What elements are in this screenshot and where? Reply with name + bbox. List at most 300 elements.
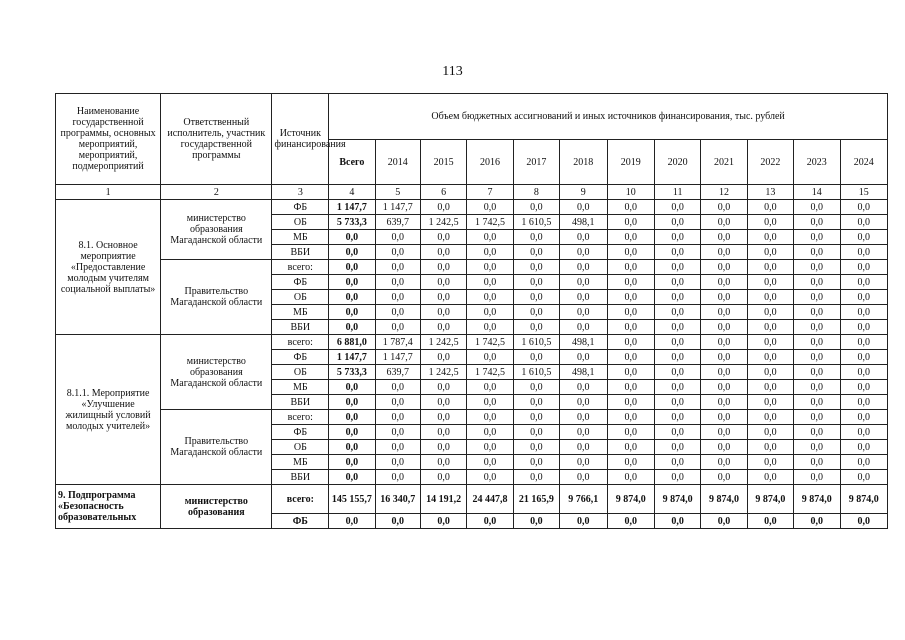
table-row — [56, 260, 888, 275]
value-cell: 0,0 — [560, 455, 607, 470]
value-cell: 0,0 — [420, 440, 466, 455]
value-cell: 0,0 — [420, 230, 466, 245]
value-cell: 0,0 — [747, 455, 793, 470]
value-cell: 0,0 — [747, 230, 793, 245]
column-number: 15 — [840, 185, 888, 200]
header-year: 2021 — [701, 140, 747, 185]
value-cell: 9 874,0 — [794, 485, 840, 514]
value-cell: 0,0 — [794, 215, 840, 230]
header-name: Наименование государственной программы, основных мероприятий, мероприятий, подмероприятий — [56, 94, 161, 185]
column-number: 6 — [420, 185, 466, 200]
value-cell: 0,0 — [420, 395, 466, 410]
value-cell: 1 742,5 — [467, 215, 513, 230]
value-cell: 1 610,5 — [513, 365, 559, 380]
value-cell: 0,0 — [654, 395, 700, 410]
source-cell: ФБ — [272, 275, 329, 290]
header-year: 2017 — [513, 140, 559, 185]
value-cell: 0,0 — [513, 455, 559, 470]
value-cell: 0,0 — [467, 305, 513, 320]
value-cell: 1 610,5 — [513, 335, 559, 350]
value-cell: 0,0 — [607, 425, 654, 440]
value-cell: 0,0 — [560, 320, 607, 335]
total-cell: 6 881,0 — [329, 335, 375, 350]
value-cell: 0,0 — [654, 440, 700, 455]
header-year: 2014 — [375, 140, 420, 185]
total-cell: 5 733,3 — [329, 365, 375, 380]
value-cell: 0,0 — [840, 425, 888, 440]
total-cell: 0,0 — [329, 410, 375, 425]
value-cell: 0,0 — [560, 425, 607, 440]
value-cell: 498,1 — [560, 335, 607, 350]
value-cell: 0,0 — [607, 215, 654, 230]
value-cell: 0,0 — [513, 275, 559, 290]
value-cell: 0,0 — [513, 514, 559, 529]
value-cell: 0,0 — [513, 260, 559, 275]
value-cell: 0,0 — [560, 350, 607, 365]
value-cell: 0,0 — [840, 215, 888, 230]
value-cell: 0,0 — [794, 350, 840, 365]
value-cell: 9 874,0 — [701, 485, 747, 514]
value-cell: 0,0 — [747, 290, 793, 305]
executor-name: Правительство Магаданской области — [161, 260, 272, 335]
value-cell: 0,0 — [607, 440, 654, 455]
value-cell: 0,0 — [560, 395, 607, 410]
value-cell: 0,0 — [607, 305, 654, 320]
value-cell: 639,7 — [375, 215, 420, 230]
value-cell: 0,0 — [607, 455, 654, 470]
value-cell: 0,0 — [560, 290, 607, 305]
value-cell: 0,0 — [607, 290, 654, 305]
value-cell: 0,0 — [747, 215, 793, 230]
section-name: 9. Подпрограмма «Безопасность образовательных — [56, 485, 161, 529]
value-cell: 0,0 — [747, 305, 793, 320]
value-cell: 498,1 — [560, 365, 607, 380]
total-cell: 0,0 — [329, 395, 375, 410]
value-cell: 14 191,2 — [420, 485, 466, 514]
value-cell: 0,0 — [375, 230, 420, 245]
value-cell: 0,0 — [840, 245, 888, 260]
value-cell: 0,0 — [513, 440, 559, 455]
value-cell: 0,0 — [607, 200, 654, 215]
source-cell: МБ — [272, 380, 329, 395]
value-cell: 0,0 — [794, 275, 840, 290]
value-cell: 0,0 — [654, 275, 700, 290]
value-cell: 0,0 — [560, 380, 607, 395]
source-cell: МБ — [272, 455, 329, 470]
value-cell: 0,0 — [794, 440, 840, 455]
value-cell: 0,0 — [701, 320, 747, 335]
value-cell: 0,0 — [794, 200, 840, 215]
total-cell: 0,0 — [329, 425, 375, 440]
column-number: 7 — [467, 185, 513, 200]
column-number: 10 — [607, 185, 654, 200]
total-cell: 1 147,7 — [329, 200, 375, 215]
value-cell: 0,0 — [794, 290, 840, 305]
value-cell: 0,0 — [654, 305, 700, 320]
source-cell: МБ — [272, 230, 329, 245]
value-cell: 0,0 — [375, 380, 420, 395]
value-cell: 0,0 — [794, 305, 840, 320]
value-cell: 0,0 — [747, 440, 793, 455]
value-cell: 0,0 — [794, 335, 840, 350]
value-cell: 0,0 — [560, 470, 607, 485]
value-cell: 0,0 — [560, 230, 607, 245]
value-cell: 0,0 — [654, 200, 700, 215]
value-cell: 0,0 — [607, 365, 654, 380]
total-cell: 0,0 — [329, 290, 375, 305]
value-cell: 0,0 — [701, 290, 747, 305]
source-cell: ОБ — [272, 215, 329, 230]
total-cell: 0,0 — [329, 260, 375, 275]
value-cell: 0,0 — [654, 260, 700, 275]
source-cell: ВБИ — [272, 395, 329, 410]
executor-name: министерство образования Магаданской области — [161, 335, 272, 410]
total-cell: 0,0 — [329, 245, 375, 260]
value-cell: 0,0 — [513, 290, 559, 305]
source-cell: всего: — [272, 410, 329, 425]
total-cell: 0,0 — [329, 455, 375, 470]
value-cell: 0,0 — [701, 275, 747, 290]
value-cell: 9 874,0 — [607, 485, 654, 514]
value-cell: 0,0 — [420, 200, 466, 215]
value-cell: 0,0 — [607, 275, 654, 290]
value-cell: 0,0 — [654, 290, 700, 305]
value-cell: 0,0 — [375, 275, 420, 290]
source-cell: ОБ — [272, 290, 329, 305]
total-cell: 0,0 — [329, 380, 375, 395]
total-cell: 0,0 — [329, 275, 375, 290]
value-cell: 1 147,7 — [375, 350, 420, 365]
value-cell: 498,1 — [560, 215, 607, 230]
value-cell: 0,0 — [560, 260, 607, 275]
total-cell: 5 733,3 — [329, 215, 375, 230]
value-cell: 0,0 — [420, 514, 466, 529]
source-cell: ФБ — [272, 514, 329, 529]
value-cell: 0,0 — [747, 350, 793, 365]
source-cell: ОБ — [272, 365, 329, 380]
value-cell: 0,0 — [840, 305, 888, 320]
column-number: 1 — [56, 185, 161, 200]
total-cell: 0,0 — [329, 230, 375, 245]
value-cell: 0,0 — [701, 514, 747, 529]
column-number: 11 — [654, 185, 700, 200]
value-cell: 0,0 — [747, 200, 793, 215]
column-number: 12 — [701, 185, 747, 200]
value-cell: 1 742,5 — [467, 335, 513, 350]
value-cell: 0,0 — [701, 215, 747, 230]
header-volume: Объем бюджетных ассигнований и иных источников финансирования, тыс. рублей — [329, 94, 888, 140]
value-cell: 0,0 — [654, 350, 700, 365]
value-cell: 0,0 — [420, 275, 466, 290]
value-cell: 0,0 — [513, 395, 559, 410]
source-cell: ФБ — [272, 425, 329, 440]
value-cell: 0,0 — [513, 200, 559, 215]
value-cell: 0,0 — [747, 395, 793, 410]
header-executor: Ответственный исполнитель, участник государственной программы — [161, 94, 272, 185]
total-cell: 0,0 — [329, 514, 375, 529]
value-cell: 0,0 — [840, 230, 888, 245]
source-cell: ФБ — [272, 350, 329, 365]
value-cell: 0,0 — [375, 305, 420, 320]
header-total: Всего — [329, 140, 375, 185]
source-cell: ВБИ — [272, 470, 329, 485]
section-name: 8.1.1. Мероприятие «Улучшение жилищный условий молодых учителей» — [56, 335, 161, 485]
value-cell: 0,0 — [607, 320, 654, 335]
value-cell: 0,0 — [747, 335, 793, 350]
value-cell: 0,0 — [794, 514, 840, 529]
value-cell: 0,0 — [747, 275, 793, 290]
value-cell: 0,0 — [607, 245, 654, 260]
value-cell: 0,0 — [607, 380, 654, 395]
value-cell: 0,0 — [654, 365, 700, 380]
value-cell: 0,0 — [840, 380, 888, 395]
value-cell: 0,0 — [467, 395, 513, 410]
total-cell: 0,0 — [329, 440, 375, 455]
column-number: 3 — [272, 185, 329, 200]
value-cell: 0,0 — [560, 245, 607, 260]
total-cell: 0,0 — [329, 320, 375, 335]
column-number: 14 — [794, 185, 840, 200]
value-cell: 0,0 — [794, 260, 840, 275]
value-cell: 0,0 — [375, 320, 420, 335]
value-cell: 0,0 — [467, 260, 513, 275]
value-cell: 0,0 — [420, 305, 466, 320]
value-cell: 0,0 — [840, 350, 888, 365]
value-cell: 0,0 — [747, 260, 793, 275]
executor-name: министерство образования — [161, 485, 272, 529]
value-cell: 24 447,8 — [467, 485, 513, 514]
value-cell: 0,0 — [794, 245, 840, 260]
value-cell: 0,0 — [607, 514, 654, 529]
value-cell: 0,0 — [840, 365, 888, 380]
value-cell: 0,0 — [607, 260, 654, 275]
header-year: 2024 — [840, 140, 888, 185]
value-cell: 0,0 — [560, 514, 607, 529]
value-cell: 21 165,9 — [513, 485, 559, 514]
value-cell: 0,0 — [654, 455, 700, 470]
value-cell: 0,0 — [467, 455, 513, 470]
value-cell: 0,0 — [420, 470, 466, 485]
value-cell: 0,0 — [375, 425, 420, 440]
value-cell: 0,0 — [701, 410, 747, 425]
header-year: 2020 — [654, 140, 700, 185]
header-year: 2018 — [560, 140, 607, 185]
value-cell: 0,0 — [654, 230, 700, 245]
executor-name: Правительство Магаданской области — [161, 410, 272, 485]
value-cell: 0,0 — [420, 380, 466, 395]
value-cell: 9 766,1 — [560, 485, 607, 514]
value-cell: 0,0 — [840, 455, 888, 470]
value-cell: 0,0 — [840, 410, 888, 425]
value-cell: 0,0 — [513, 470, 559, 485]
value-cell: 0,0 — [701, 380, 747, 395]
value-cell: 0,0 — [467, 320, 513, 335]
value-cell: 0,0 — [513, 380, 559, 395]
value-cell: 0,0 — [513, 245, 559, 260]
value-cell: 0,0 — [747, 245, 793, 260]
value-cell: 639,7 — [375, 365, 420, 380]
value-cell: 0,0 — [654, 380, 700, 395]
header-year: 2022 — [747, 140, 793, 185]
value-cell: 0,0 — [375, 410, 420, 425]
column-number: 2 — [161, 185, 272, 200]
source-cell: ФБ — [272, 200, 329, 215]
value-cell: 0,0 — [701, 305, 747, 320]
header-year: 2023 — [794, 140, 840, 185]
value-cell: 0,0 — [794, 470, 840, 485]
value-cell: 0,0 — [840, 470, 888, 485]
value-cell: 0,0 — [840, 290, 888, 305]
value-cell: 0,0 — [794, 380, 840, 395]
value-cell: 0,0 — [654, 245, 700, 260]
value-cell: 0,0 — [654, 335, 700, 350]
value-cell: 0,0 — [513, 320, 559, 335]
value-cell: 0,0 — [513, 230, 559, 245]
value-cell: 1 242,5 — [420, 215, 466, 230]
value-cell: 0,0 — [467, 470, 513, 485]
value-cell: 0,0 — [840, 395, 888, 410]
table-body — [56, 200, 888, 529]
value-cell: 0,0 — [513, 305, 559, 320]
value-cell: 0,0 — [420, 290, 466, 305]
column-number: 4 — [329, 185, 375, 200]
value-cell: 0,0 — [607, 410, 654, 425]
value-cell: 0,0 — [654, 215, 700, 230]
value-cell: 0,0 — [467, 275, 513, 290]
value-cell: 0,0 — [375, 260, 420, 275]
total-cell: 145 155,7 — [329, 485, 375, 514]
value-cell: 0,0 — [375, 455, 420, 470]
value-cell: 0,0 — [513, 410, 559, 425]
value-cell: 0,0 — [701, 455, 747, 470]
value-cell: 9 874,0 — [654, 485, 700, 514]
value-cell: 0,0 — [794, 455, 840, 470]
value-cell: 0,0 — [747, 514, 793, 529]
source-cell: всего: — [272, 335, 329, 350]
value-cell: 0,0 — [840, 514, 888, 529]
value-cell: 1 242,5 — [420, 365, 466, 380]
value-cell: 0,0 — [375, 395, 420, 410]
source-cell: ВБИ — [272, 245, 329, 260]
value-cell: 0,0 — [607, 395, 654, 410]
value-cell: 0,0 — [467, 290, 513, 305]
value-cell: 0,0 — [840, 200, 888, 215]
value-cell: 0,0 — [654, 425, 700, 440]
value-cell: 0,0 — [747, 320, 793, 335]
table-header — [56, 94, 888, 200]
value-cell: 0,0 — [560, 440, 607, 455]
value-cell: 0,0 — [420, 455, 466, 470]
value-cell: 0,0 — [701, 350, 747, 365]
value-cell: 0,0 — [840, 335, 888, 350]
value-cell: 0,0 — [701, 425, 747, 440]
value-cell: 0,0 — [840, 260, 888, 275]
value-cell: 0,0 — [560, 275, 607, 290]
value-cell: 1 742,5 — [467, 365, 513, 380]
value-cell: 0,0 — [701, 245, 747, 260]
value-cell: 0,0 — [513, 350, 559, 365]
table-row — [56, 410, 888, 425]
value-cell: 0,0 — [747, 425, 793, 440]
value-cell: 0,0 — [747, 380, 793, 395]
value-cell: 1 787,4 — [375, 335, 420, 350]
value-cell: 0,0 — [607, 335, 654, 350]
value-cell: 0,0 — [375, 514, 420, 529]
value-cell: 9 874,0 — [840, 485, 888, 514]
value-cell: 0,0 — [747, 470, 793, 485]
table-row — [56, 485, 888, 514]
value-cell: 0,0 — [701, 260, 747, 275]
column-number: 5 — [375, 185, 420, 200]
value-cell: 0,0 — [513, 425, 559, 440]
value-cell: 0,0 — [420, 320, 466, 335]
value-cell: 1 242,5 — [420, 335, 466, 350]
value-cell: 0,0 — [560, 200, 607, 215]
value-cell: 0,0 — [794, 395, 840, 410]
value-cell: 0,0 — [701, 395, 747, 410]
value-cell: 0,0 — [420, 260, 466, 275]
header-year: 2019 — [607, 140, 654, 185]
header-year: 2015 — [420, 140, 466, 185]
value-cell: 0,0 — [467, 380, 513, 395]
value-cell: 0,0 — [654, 320, 700, 335]
value-cell: 0,0 — [794, 410, 840, 425]
value-cell: 0,0 — [375, 470, 420, 485]
value-cell: 0,0 — [794, 230, 840, 245]
budget-table — [55, 93, 888, 529]
total-cell: 0,0 — [329, 470, 375, 485]
value-cell: 1 610,5 — [513, 215, 559, 230]
value-cell: 9 874,0 — [747, 485, 793, 514]
value-cell: 0,0 — [840, 440, 888, 455]
value-cell: 0,0 — [420, 245, 466, 260]
value-cell: 0,0 — [794, 425, 840, 440]
value-cell: 0,0 — [560, 410, 607, 425]
value-cell: 0,0 — [701, 200, 747, 215]
value-cell: 0,0 — [654, 514, 700, 529]
value-cell: 0,0 — [701, 335, 747, 350]
header-year: 2016 — [467, 140, 513, 185]
value-cell: 0,0 — [375, 245, 420, 260]
column-number: 8 — [513, 185, 559, 200]
column-number: 13 — [747, 185, 793, 200]
header-source: Источник финансирования — [272, 94, 329, 185]
value-cell: 0,0 — [747, 365, 793, 380]
source-cell: МБ — [272, 305, 329, 320]
value-cell: 0,0 — [654, 470, 700, 485]
value-cell: 0,0 — [701, 470, 747, 485]
value-cell: 0,0 — [794, 320, 840, 335]
value-cell: 0,0 — [560, 305, 607, 320]
value-cell: 0,0 — [420, 425, 466, 440]
value-cell: 0,0 — [840, 320, 888, 335]
section-name: 8.1. Основное мероприятие «Предоставление молодым учителям социальной выплаты» — [56, 200, 161, 335]
value-cell: 0,0 — [467, 440, 513, 455]
executor-name: министерство образования Магаданской области — [161, 200, 272, 260]
source-cell: ОБ — [272, 440, 329, 455]
value-cell: 0,0 — [467, 245, 513, 260]
value-cell: 0,0 — [467, 425, 513, 440]
value-cell: 0,0 — [420, 410, 466, 425]
value-cell: 0,0 — [747, 410, 793, 425]
total-cell: 1 147,7 — [329, 350, 375, 365]
value-cell: 0,0 — [607, 230, 654, 245]
value-cell: 0,0 — [794, 365, 840, 380]
value-cell: 0,0 — [375, 440, 420, 455]
value-cell: 0,0 — [375, 290, 420, 305]
page-number: 113 — [442, 64, 463, 79]
source-cell: ВБИ — [272, 320, 329, 335]
